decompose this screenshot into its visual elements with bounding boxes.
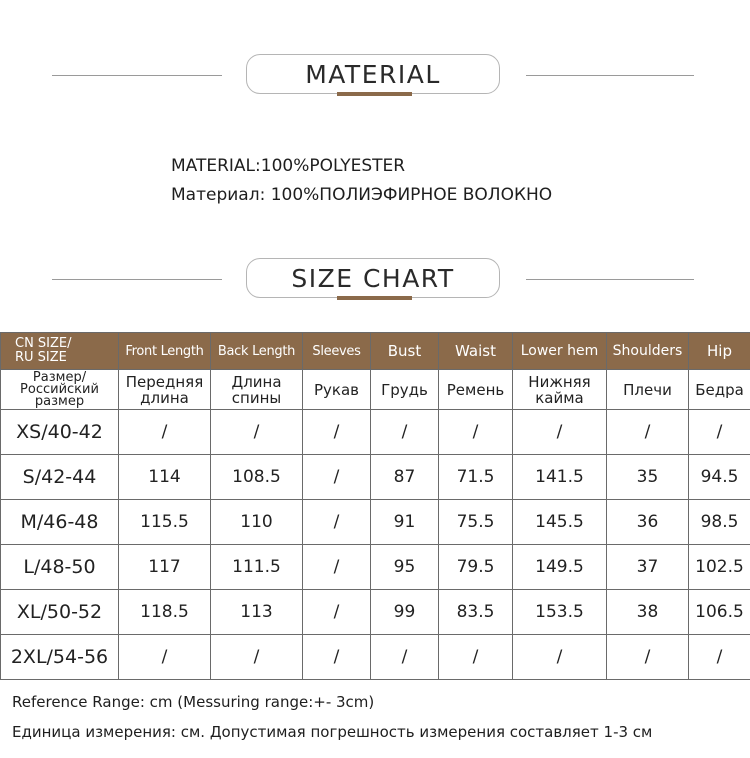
size-cell: L/48-50 bbox=[1, 545, 119, 590]
measurement-cell: 113 bbox=[211, 590, 303, 635]
measurement-cell: / bbox=[303, 410, 371, 455]
ru-header-waist bbox=[439, 370, 513, 410]
measurement-cell: 83.5 bbox=[439, 590, 513, 635]
measurement-cell: / bbox=[211, 410, 303, 455]
size-cell: M/46-48 bbox=[1, 500, 119, 545]
ru-header-shoulders bbox=[607, 370, 689, 410]
size-chart-table bbox=[0, 332, 750, 680]
measurement-cell: 95 bbox=[371, 545, 439, 590]
column-header-bust: Bust bbox=[371, 333, 439, 370]
measurement-cell: / bbox=[513, 410, 607, 455]
measurement-cell: / bbox=[371, 635, 439, 680]
measurement-cell: 35 bbox=[607, 455, 689, 500]
measurement-cell: 91 bbox=[371, 500, 439, 545]
table-row bbox=[1, 545, 750, 590]
table-row bbox=[1, 635, 750, 680]
ru-header-line: Грудь bbox=[381, 380, 428, 399]
size-chart-section-header bbox=[0, 258, 750, 302]
ru-header-line: Длина bbox=[231, 372, 282, 391]
measurement-cell: / bbox=[513, 635, 607, 680]
table-header-row bbox=[1, 333, 750, 370]
measurement-cell: 102.5 bbox=[689, 545, 750, 590]
accent-underline bbox=[337, 92, 412, 96]
column-header-back-length: Back Length bbox=[211, 333, 303, 370]
measurement-cell: 99 bbox=[371, 590, 439, 635]
size-column-header bbox=[1, 333, 119, 370]
table-row bbox=[1, 590, 750, 635]
measurement-cell: 145.5 bbox=[513, 500, 607, 545]
material-section-header bbox=[0, 54, 750, 98]
table-row bbox=[1, 455, 750, 500]
column-header-waist: Waist bbox=[439, 333, 513, 370]
size-cell: 2XL/54-56 bbox=[1, 635, 119, 680]
ru-header-line: спины bbox=[231, 388, 282, 407]
measurement-cell: 75.5 bbox=[439, 500, 513, 545]
measurement-cell: 115.5 bbox=[119, 500, 211, 545]
size-cell: S/42-44 bbox=[1, 455, 119, 500]
measurement-cell: / bbox=[689, 410, 750, 455]
ru-header-back-length bbox=[211, 370, 303, 410]
russian-header-row bbox=[1, 370, 750, 410]
measurement-cell: / bbox=[303, 545, 371, 590]
measurement-cell: / bbox=[119, 410, 211, 455]
size-header-line: CN SIZE/ bbox=[15, 336, 72, 351]
measurement-cell: / bbox=[119, 635, 211, 680]
measurement-cell: 141.5 bbox=[513, 455, 607, 500]
column-header-shoulders: Shoulders bbox=[607, 333, 689, 370]
ru-header-line: Рукав bbox=[313, 380, 359, 399]
divider-line bbox=[52, 75, 222, 76]
column-header-lower-hem: Lower hem bbox=[513, 333, 607, 370]
measurement-cell: 117 bbox=[119, 545, 211, 590]
size-cell: XS/40-42 bbox=[1, 410, 119, 455]
ru-header-line: длина bbox=[140, 388, 189, 407]
measurement-cell: / bbox=[303, 455, 371, 500]
ru-header-line: Плечи bbox=[623, 380, 672, 399]
measurement-cell: / bbox=[607, 635, 689, 680]
measurement-cell: 79.5 bbox=[439, 545, 513, 590]
divider-line bbox=[526, 75, 694, 76]
ru-size-label bbox=[1, 370, 119, 410]
ru-header-sleeves bbox=[303, 370, 371, 410]
measurement-cell: 71.5 bbox=[439, 455, 513, 500]
reference-range-russian: Единица измерения: см. Допустимая погрешность измерения составляет 1-3 см bbox=[12, 723, 653, 741]
ru-size-label-line: Размер/ bbox=[32, 369, 87, 385]
measurement-cell: 108.5 bbox=[211, 455, 303, 500]
material-info bbox=[171, 152, 552, 210]
measurement-cell: 106.5 bbox=[689, 590, 750, 635]
measurement-cell: 110 bbox=[211, 500, 303, 545]
measurement-cell: 149.5 bbox=[513, 545, 607, 590]
size-header-line: RU SIZE bbox=[15, 350, 67, 365]
measurement-cell: 38 bbox=[607, 590, 689, 635]
ru-header-line: кайма bbox=[535, 388, 584, 407]
divider-line bbox=[526, 279, 694, 280]
measurement-cell: / bbox=[303, 635, 371, 680]
ru-header-line: Ремень bbox=[446, 380, 505, 399]
measurement-cell: 118.5 bbox=[119, 590, 211, 635]
material-russian: Материал: 100%ПОЛИЭФИРНОЕ ВОЛОКНО bbox=[171, 185, 553, 205]
ru-size-label-line: размер bbox=[34, 393, 85, 409]
measurement-cell: 37 bbox=[607, 545, 689, 590]
measurement-cell: / bbox=[303, 500, 371, 545]
ru-header-line: Нижняя bbox=[528, 372, 591, 391]
measurement-cell: / bbox=[607, 410, 689, 455]
measurement-cell: / bbox=[439, 635, 513, 680]
accent-underline bbox=[337, 296, 412, 300]
ru-header-line: Передняя bbox=[125, 372, 204, 391]
ru-header-bust bbox=[371, 370, 439, 410]
measurement-cell: / bbox=[689, 635, 750, 680]
measurement-cell: 111.5 bbox=[211, 545, 303, 590]
ru-header-front-length bbox=[119, 370, 211, 410]
measurement-cell: / bbox=[371, 410, 439, 455]
measurement-cell: 153.5 bbox=[513, 590, 607, 635]
material-english: MATERIAL:100%POLYESTER bbox=[171, 156, 406, 176]
measurement-cell: / bbox=[439, 410, 513, 455]
table-row bbox=[1, 410, 750, 455]
ru-header-lower-hem bbox=[513, 370, 607, 410]
column-header-sleeves: Sleeves bbox=[303, 333, 371, 370]
divider-line bbox=[52, 279, 222, 280]
measurement-cell: 87 bbox=[371, 455, 439, 500]
reference-range-english: Reference Range: cm (Messuring range:+- 3cm) bbox=[12, 693, 375, 711]
measurement-cell: 114 bbox=[119, 455, 211, 500]
material-heading: MATERIAL bbox=[246, 54, 500, 94]
column-header-hip: Hip bbox=[689, 333, 750, 370]
measurement-cell: 94.5 bbox=[689, 455, 750, 500]
ru-header-line: Бедра bbox=[695, 380, 744, 399]
measurement-cell: 36 bbox=[607, 500, 689, 545]
size-chart-heading: SIZE CHART bbox=[246, 258, 500, 298]
column-header-front-length: Front Length bbox=[119, 333, 211, 370]
measurement-cell: / bbox=[303, 590, 371, 635]
table-row bbox=[1, 500, 750, 545]
measurement-cell: 98.5 bbox=[689, 500, 750, 545]
size-cell: XL/50-52 bbox=[1, 590, 119, 635]
ru-size-label-line: Российский bbox=[20, 381, 99, 397]
measurement-cell: / bbox=[211, 635, 303, 680]
ru-header-hip bbox=[689, 370, 750, 410]
